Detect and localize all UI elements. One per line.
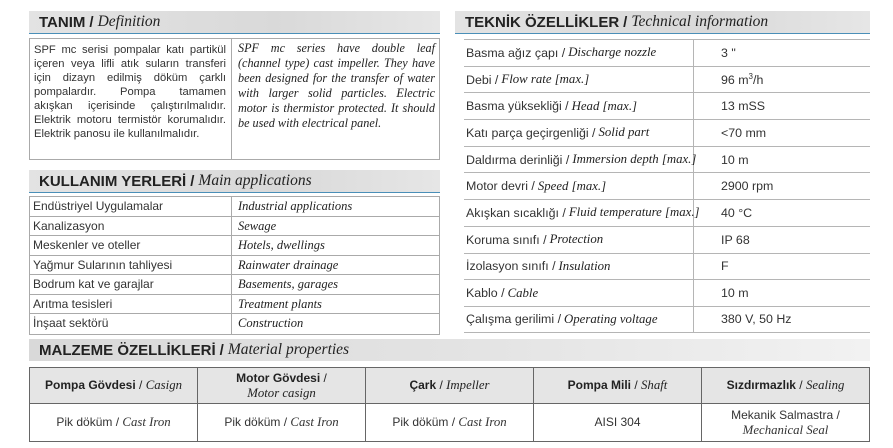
spec-label-en: Solid part — [598, 125, 650, 140]
material-value: Pik döküm / Cast Iron — [198, 404, 366, 441]
applications-title-tr: KULLANIM YERLERİ — [39, 172, 187, 190]
table-row: Koruma sınıfı / Protection IP 68 — [464, 226, 870, 253]
spec-label-tr: Daldırma derinliği — [466, 152, 563, 167]
application-en: Sewage — [238, 218, 277, 233]
definition-text-tr: SPF mc serisi pompalar katı partikül içeren veya lifli atık suların transferi için dizayn edilmiş döküm çarklı pompalardır. Pompa tamamen akışkan içerisinde çalıştırılmalıdır. Elektrik motoru termistör korumalıdır. Elektrik panosu ile kullanılmalıdır. — [30, 39, 232, 159]
table-row: Akışkan sıcaklığı / Fluid temperature [max.] 40 °C — [464, 199, 870, 226]
spec-value: 3 " — [721, 45, 736, 60]
material-col-header: Pompa Gövdesi / Casign — [30, 368, 198, 403]
table-row: Çalışma gerilimi / Operating voltage 380 V, 50 Hz — [464, 306, 870, 333]
table-row: Debi / Flow rate [max.] 96 $m^3/h$ — [464, 66, 870, 93]
spec-label-tr: Katı parça geçirgenliği — [466, 125, 589, 140]
application-en: Basements, garages — [238, 277, 338, 291]
definition-title-tr: TANIM — [39, 13, 86, 31]
applications-table — [29, 196, 440, 335]
spec-label-en: Insulation — [558, 258, 611, 273]
technical-title-tr: TEKNİK ÖZELLİKLER — [465, 13, 620, 31]
table-row — [30, 236, 439, 256]
definition-header: TANIM / Definition — [29, 11, 440, 33]
spec-value: 380 V, 50 Hz — [721, 312, 792, 327]
spec-label-en: Operating voltage — [564, 311, 658, 326]
materials-header: MALZEME ÖZELLİKLERİ / Material properties — [29, 339, 870, 361]
application-en: Rainwater drainage — [238, 257, 339, 272]
application-en: Construction — [238, 316, 304, 330]
table-row — [30, 295, 439, 315]
table-row: Katı parça geçirgenliği / Solid part <70 mm — [464, 119, 870, 146]
spec-label-tr: İzolasyon sınıfı — [466, 259, 549, 274]
material-col-header: Sızdırmazlık / Sealing — [726, 378, 845, 392]
material-value: Mekanik Salmastra / Mechanical Seal — [731, 407, 840, 437]
table-row: Basma ağız çapı / Discharge nozzle 3 " — [464, 39, 870, 66]
spec-value: <70 mm — [721, 125, 767, 140]
definition-accent-line — [29, 33, 440, 34]
definition-title-en: Definition — [97, 13, 161, 30]
application-en: Hotels, dwellings — [238, 238, 325, 252]
material-value: Pik döküm / Cast Iron — [366, 404, 534, 441]
spec-label-en: Flow rate [max.] — [501, 72, 590, 87]
materials-title-en: Material properties — [227, 341, 350, 358]
table-row — [30, 314, 439, 334]
application-tr: Endüstriyel Uygulamalar — [30, 197, 232, 216]
spec-value: 40 °C — [721, 205, 753, 220]
spec-label-en: Cable — [507, 285, 539, 300]
materials-title-tr: MALZEME ÖZELLİKLERİ — [39, 341, 216, 359]
table-row: Daldırma derinliği / Immersion depth [max.] 10 m — [464, 146, 870, 173]
applications-title-en: Main applications — [198, 172, 312, 189]
application-tr: Kanalizasyon — [30, 217, 232, 236]
spec-label-en: Immersion depth [max.] — [572, 152, 697, 167]
material-value: Pik döküm / Cast Iron — [30, 404, 198, 441]
spec-value: 13 mSS — [721, 99, 766, 114]
spec-value: 10 m — [721, 286, 749, 301]
spec-value: IP 68 — [721, 232, 750, 247]
spec-label-tr: Debi — [466, 72, 492, 87]
spec-label-tr: Koruma sınıfı — [466, 232, 540, 247]
technical-title-en: Technical information — [631, 13, 769, 30]
spec-label-en: Head [max.] — [571, 98, 638, 113]
spec-value: 10 m — [721, 152, 749, 167]
material-col-header: Çark / Impeller — [366, 368, 534, 403]
technical-header: TEKNİK ÖZELLİKLER / Technical information — [455, 11, 870, 33]
spec-label-tr: Motor devri — [466, 179, 528, 194]
definition-box — [29, 38, 440, 160]
spec-label-en: Protection — [549, 232, 604, 247]
spec-label-en: Fluid temperature [max.] — [568, 205, 700, 220]
application-tr: İnşaat sektörü — [30, 314, 232, 334]
materials-table — [29, 367, 870, 442]
table-row: Kablo / Cable 10 m — [464, 279, 870, 306]
table-row — [30, 256, 439, 276]
table-row — [30, 217, 439, 237]
table-header-row — [30, 368, 869, 404]
application-tr: Meskenler ve oteller — [30, 236, 232, 255]
application-tr: Bodrum kat ve garajlar — [30, 275, 232, 294]
material-value: AISI 304 — [534, 404, 702, 441]
spec-value: F — [721, 259, 729, 274]
table-row — [30, 275, 439, 295]
spec-label-tr: Akışkan sıcaklığı — [466, 205, 559, 220]
definition-text-en: SPF mc series have double leaf (channel type) cast impeller. They have been designed for the transfer of water with larger solid particles. Electric motor is thermistor protected. It should be used with electrical panel. — [238, 41, 435, 130]
applications-header: KULLANIM YERLERİ / Main applications — [29, 170, 440, 192]
technical-accent-line — [455, 33, 870, 34]
spec-label-en: Speed [max.] — [537, 178, 607, 193]
application-tr: Yağmur Sularının tahliyesi — [30, 256, 232, 275]
table-row — [30, 404, 869, 441]
spec-label-tr: Kablo — [466, 286, 498, 301]
spec-label-tr: Basma ağız çapı — [466, 45, 559, 60]
spec-value: 96 $m^3/h$ — [721, 71, 764, 88]
table-row — [30, 197, 439, 217]
table-row: Basma yüksekliği / Head [max.] 13 mSS — [464, 92, 870, 119]
spec-label-en: Discharge nozzle — [568, 45, 657, 60]
application-en: Treatment plants — [238, 296, 322, 311]
spec-label-tr: Çalışma gerilimi — [466, 312, 555, 327]
table-row: İzolasyon sınıfı / Insulation F — [464, 253, 870, 280]
material-col-header: Pompa Mili / Shaft — [534, 368, 702, 403]
application-tr: Arıtma tesisleri — [30, 295, 232, 314]
technical-table — [464, 39, 870, 333]
application-en: Industrial applications — [238, 199, 353, 213]
applications-accent-line — [29, 192, 440, 193]
material-col-header: Motor Gövdesi / Motor casign — [198, 368, 366, 403]
spec-label-tr: Basma yüksekliği — [466, 99, 562, 114]
spec-value: 2900 rpm — [721, 179, 774, 194]
table-row: Motor devri / Speed [max.] 2900 rpm — [464, 172, 870, 199]
